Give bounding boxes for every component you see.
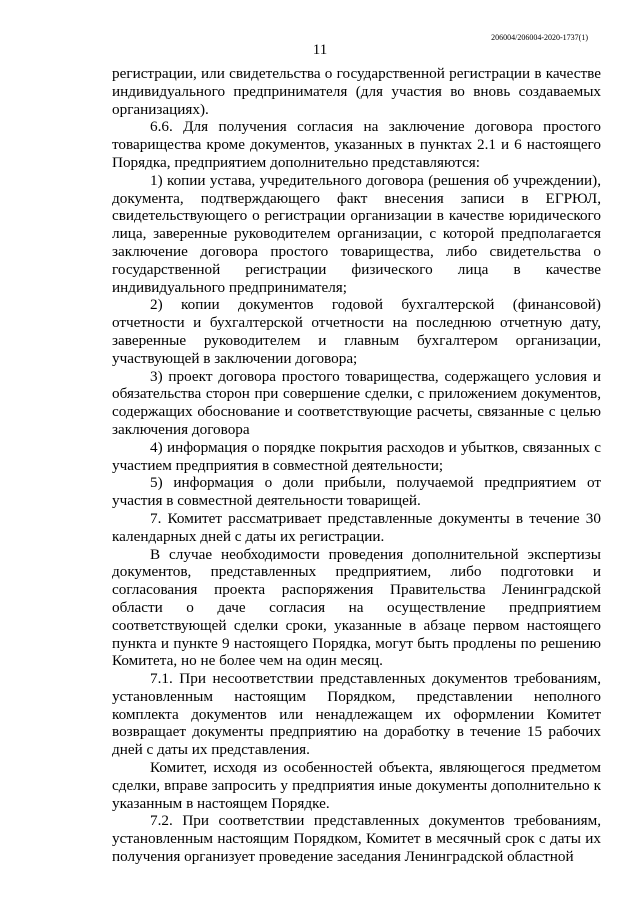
document-registration-number: 206004/206004-2020-1737(1) [491, 33, 588, 42]
paragraph: 5) информация о доли прибыли, получаемой предприятием от участия в совместной деятельности товарищей. [112, 474, 601, 510]
paragraph: 3) проект договора простого товарищества, содержащего условия и обязательства сторон при совершение сделки, с приложением документов, содержащих обоснование и соответствующие расчеты, связанные с целью заключения договора [112, 367, 601, 438]
paragraph: 7. Комитет рассматривает представленные документы в течение 30 календарных дней с даты их регистрации. [112, 509, 601, 545]
paragraph: регистрации, или свидетельства о государственной регистрации в качестве индивидуального предпринимателя (для участия во вновь создаваемых организациях). [112, 65, 601, 118]
paragraph: 1) копии устава, учредительного договора (решения об учреждении), документа, подтверждающего факт внесения записи в ЕГРЮЛ, свидетельствующего о регистрации организации в качестве юридического лица, заверенные руководителем организации, с которой предполагается заключение договора простого товарищества, либо свидетельства о государственной регистрации физического лица в качестве индивидуального предпринимателя; [112, 171, 601, 296]
document-body [112, 65, 601, 866]
paragraph: 2) копии документов годовой бухгалтерской (финансовой) отчетности и бухгалтерской отчетности на последнюю отчетную дату, заверенные руководителем и главным бухгалтером организации, участвующей в заключении договора; [112, 296, 601, 367]
paragraph: В случае необходимости проведения дополнительной экспертизы документов, представленных предприятием, либо подготовки и согласования проекта распоряжения Правительства Ленинградской области о даче согласия на осуществление предприятием соответствующей сделки сроки, указанные в абзаце первом настоящего пункта и пункте 9 настоящего Порядка, могут быть продлены по решению Комитета, но не более чем на один месяц. [112, 545, 601, 670]
paragraph: 7.2. При соответствии представленных документов требованиям, установленным настоящим Порядком, Комитет в месячный срок с даты их получения организует проведение заседания Ленинградской областной [112, 812, 601, 866]
paragraph: Комитет, исходя из особенностей объекта, являющегося предметом сделки, вправе запросить у предприятия иные документы дополнительно к указанным в настоящем Порядке. [112, 759, 601, 812]
paragraph: 7.1. При несоответствии представленных документов требованиям, установленным настоящим Порядком, представлении неполного комплекта документов или ненадлежащем их оформлении Комитет возвращает документы предприятию на доработку в течение 15 рабочих дней с даты их представления. [112, 670, 601, 759]
page-number: 11 [312, 42, 328, 58]
paragraph: 6.6. Для получения согласия на заключение договора простого товарищества кроме документов, указанных в пунктах 2.1 и 6 настоящего Порядка, предприятием дополнительно представляются: [112, 118, 601, 171]
paragraph: 4) информация о порядке покрытия расходов и убытков, связанных с участием предприятия в совместной деятельности; [112, 438, 601, 474]
